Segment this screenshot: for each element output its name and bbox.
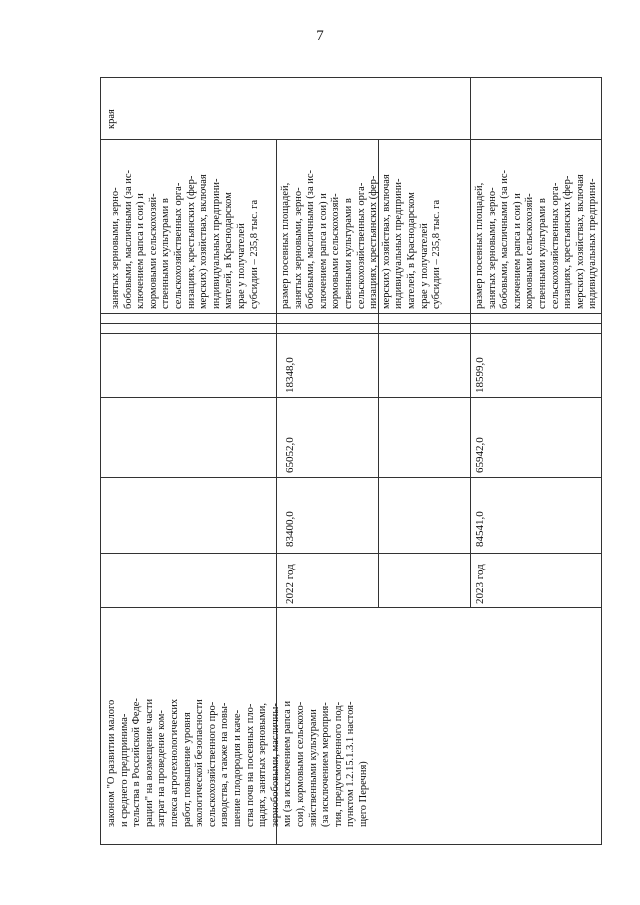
- main-description: законом "О развитии малого и среднего предпринима- тельства в Российской Феде- рации" на возмещение части затрат на проведение ком- плекса агротехнологических работ, повышение уровня экологической безопасности сельскохозяйственного про- изводства, а также на повы- шение плодородия и каче- ства почв на посевных пло- щадях, занятых зерновыми, зернобобовыми, масличны- ми (за исключением рапса и сои), кормовыми сельскохо- зяйственными культурами (за исключением мероприя- тия, предусмотренного под- пунктом 1.2.15.1.3.1 настоя- щего Перечня): [106, 698, 369, 827]
- row-line-2: [100, 313, 602, 314]
- row-line-4: [100, 333, 602, 334]
- table-border-left: [100, 77, 101, 845]
- col-line-2: [470, 77, 471, 607]
- header-fragment: края: [106, 109, 117, 129]
- regional-2023: 65942,0: [474, 437, 486, 473]
- rotated-table: [100, 77, 602, 845]
- total-2023: 84541,0: [474, 511, 486, 547]
- continuation-text: занятых зерновыми, зерно- бобовыми, масличными (за ис- ключением рапса и сои) и кормовыми сельскохозяй- ственными культурами в сельскохозяйственных орга- низациях, крестьянских (фер- мерских) хозяйствах, включая индивидуальных предприни- мателей, в Краснодарском крае у получателей субсидии – 235,8 тыс. га: [110, 169, 260, 309]
- row-line-5: [100, 397, 602, 398]
- year-2022: 2022 год: [284, 564, 296, 604]
- page-number: 7: [316, 28, 324, 44]
- table-border-top: [100, 77, 602, 78]
- table-border-right: [601, 77, 602, 845]
- table-border-bottom: [100, 844, 602, 845]
- result-2022: размер посевных площадей, занятых зерновыми, зерно- бобовыми, масличными (за ис- ключением рапса и сои) и кормовыми сельскохозяй- ственными культурами в сельскохозяйственных орга- низациях, крестьянских (фер- мерских) хозяйствах, включая индивидуальных предприни- мателей, в Краснодарском крае у получателей субсидии – 235,8 тыс. га: [280, 169, 443, 309]
- federal-2022: 18348,0: [284, 357, 296, 393]
- year-2023: 2023 год: [474, 564, 486, 604]
- regional-2022: 65052,0: [284, 437, 296, 473]
- row-line-3: [100, 323, 602, 324]
- row-line-8: [100, 607, 602, 608]
- total-2022: 83400,0: [284, 511, 296, 547]
- federal-2023: 18599,0: [474, 357, 486, 393]
- row-line-7: [100, 553, 602, 554]
- result-2023: размер посевных площадей, занятых зерновыми, зерно- бобовыми, масличными (за ис- ключением рапса и сои) и кормовыми сельскохозяй- ственными культурами в сельскохозяйственных орга- низациях, крестьянских (фер- мерских) хозяйствах, включая индивидуальных предприни-: [474, 169, 599, 309]
- row-line-6: [100, 477, 602, 478]
